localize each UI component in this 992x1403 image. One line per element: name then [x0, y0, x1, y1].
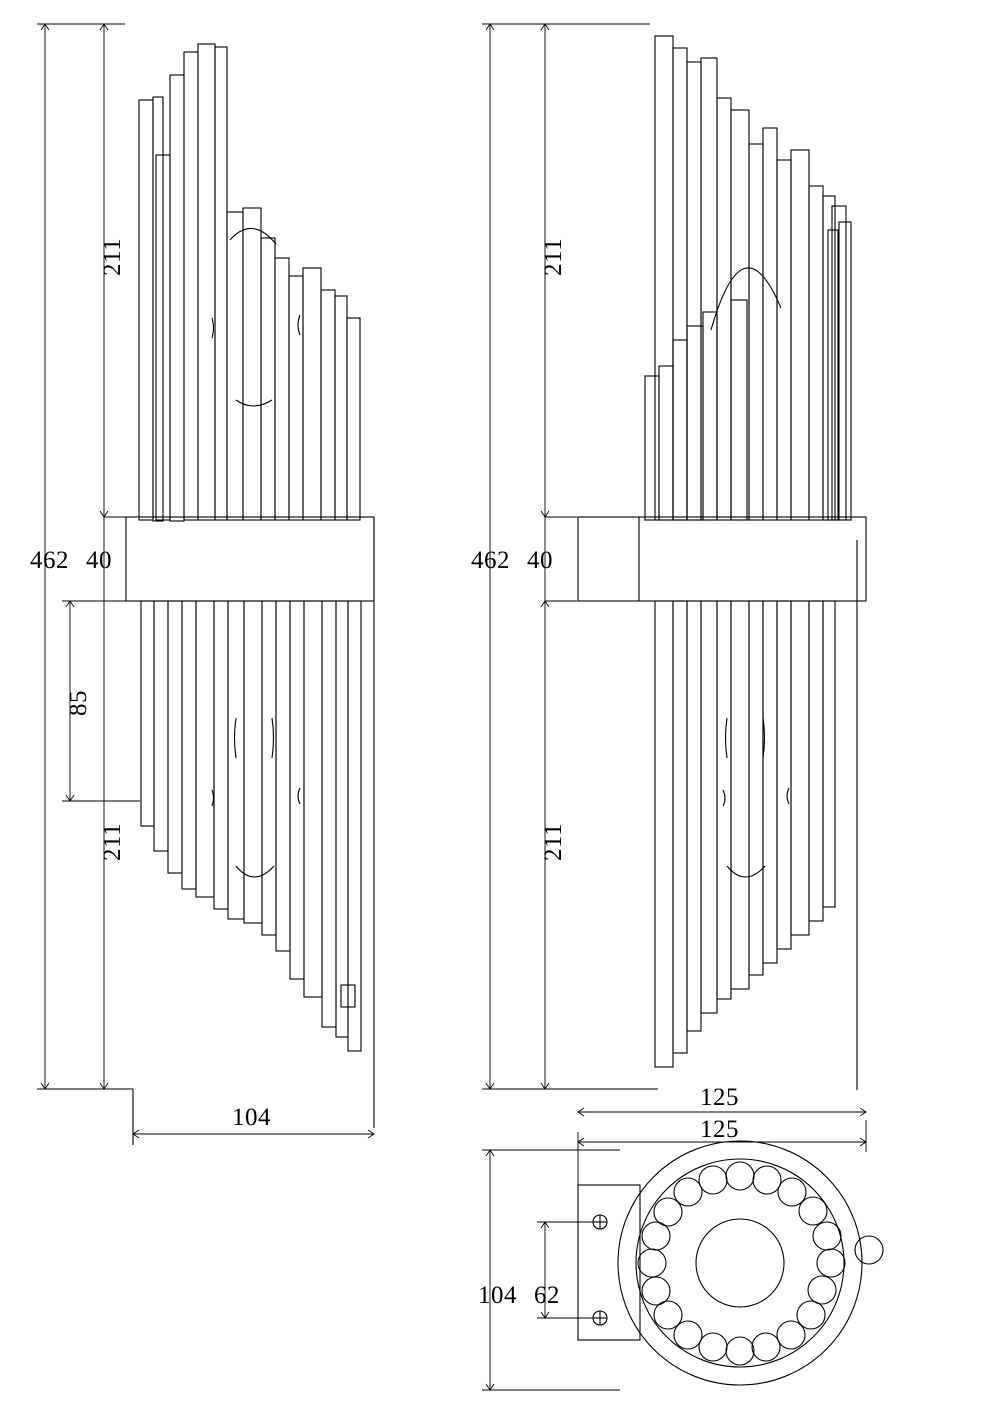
dim-side-211-bottom: 211: [540, 822, 567, 861]
dim-bottom-104: 104: [478, 1282, 517, 1309]
front-view-geometry: [126, 44, 374, 1145]
side-view-geometry: [578, 36, 866, 1090]
front-view-dimensions: [37, 24, 374, 1138]
dim-side-462: 462: [471, 547, 510, 574]
dim-front-211-bottom: 211: [99, 822, 126, 861]
dim-side-40: 40: [527, 547, 553, 574]
bottom-view-geometry: [578, 1141, 883, 1385]
dim-side-211-top: 211: [540, 237, 567, 276]
dim-side-125: 125: [700, 1084, 739, 1111]
dim-bottom-62: 62: [534, 1282, 560, 1309]
dim-front-462: 462: [30, 547, 69, 574]
dim-front-40: 40: [86, 547, 112, 574]
dim-front-85: 85: [65, 690, 92, 716]
dim-bottom-125: 125: [700, 1116, 739, 1143]
bulb-ring: [638, 1162, 883, 1365]
dim-front-104: 104: [232, 1104, 271, 1131]
dim-front-211-top: 211: [99, 237, 126, 276]
